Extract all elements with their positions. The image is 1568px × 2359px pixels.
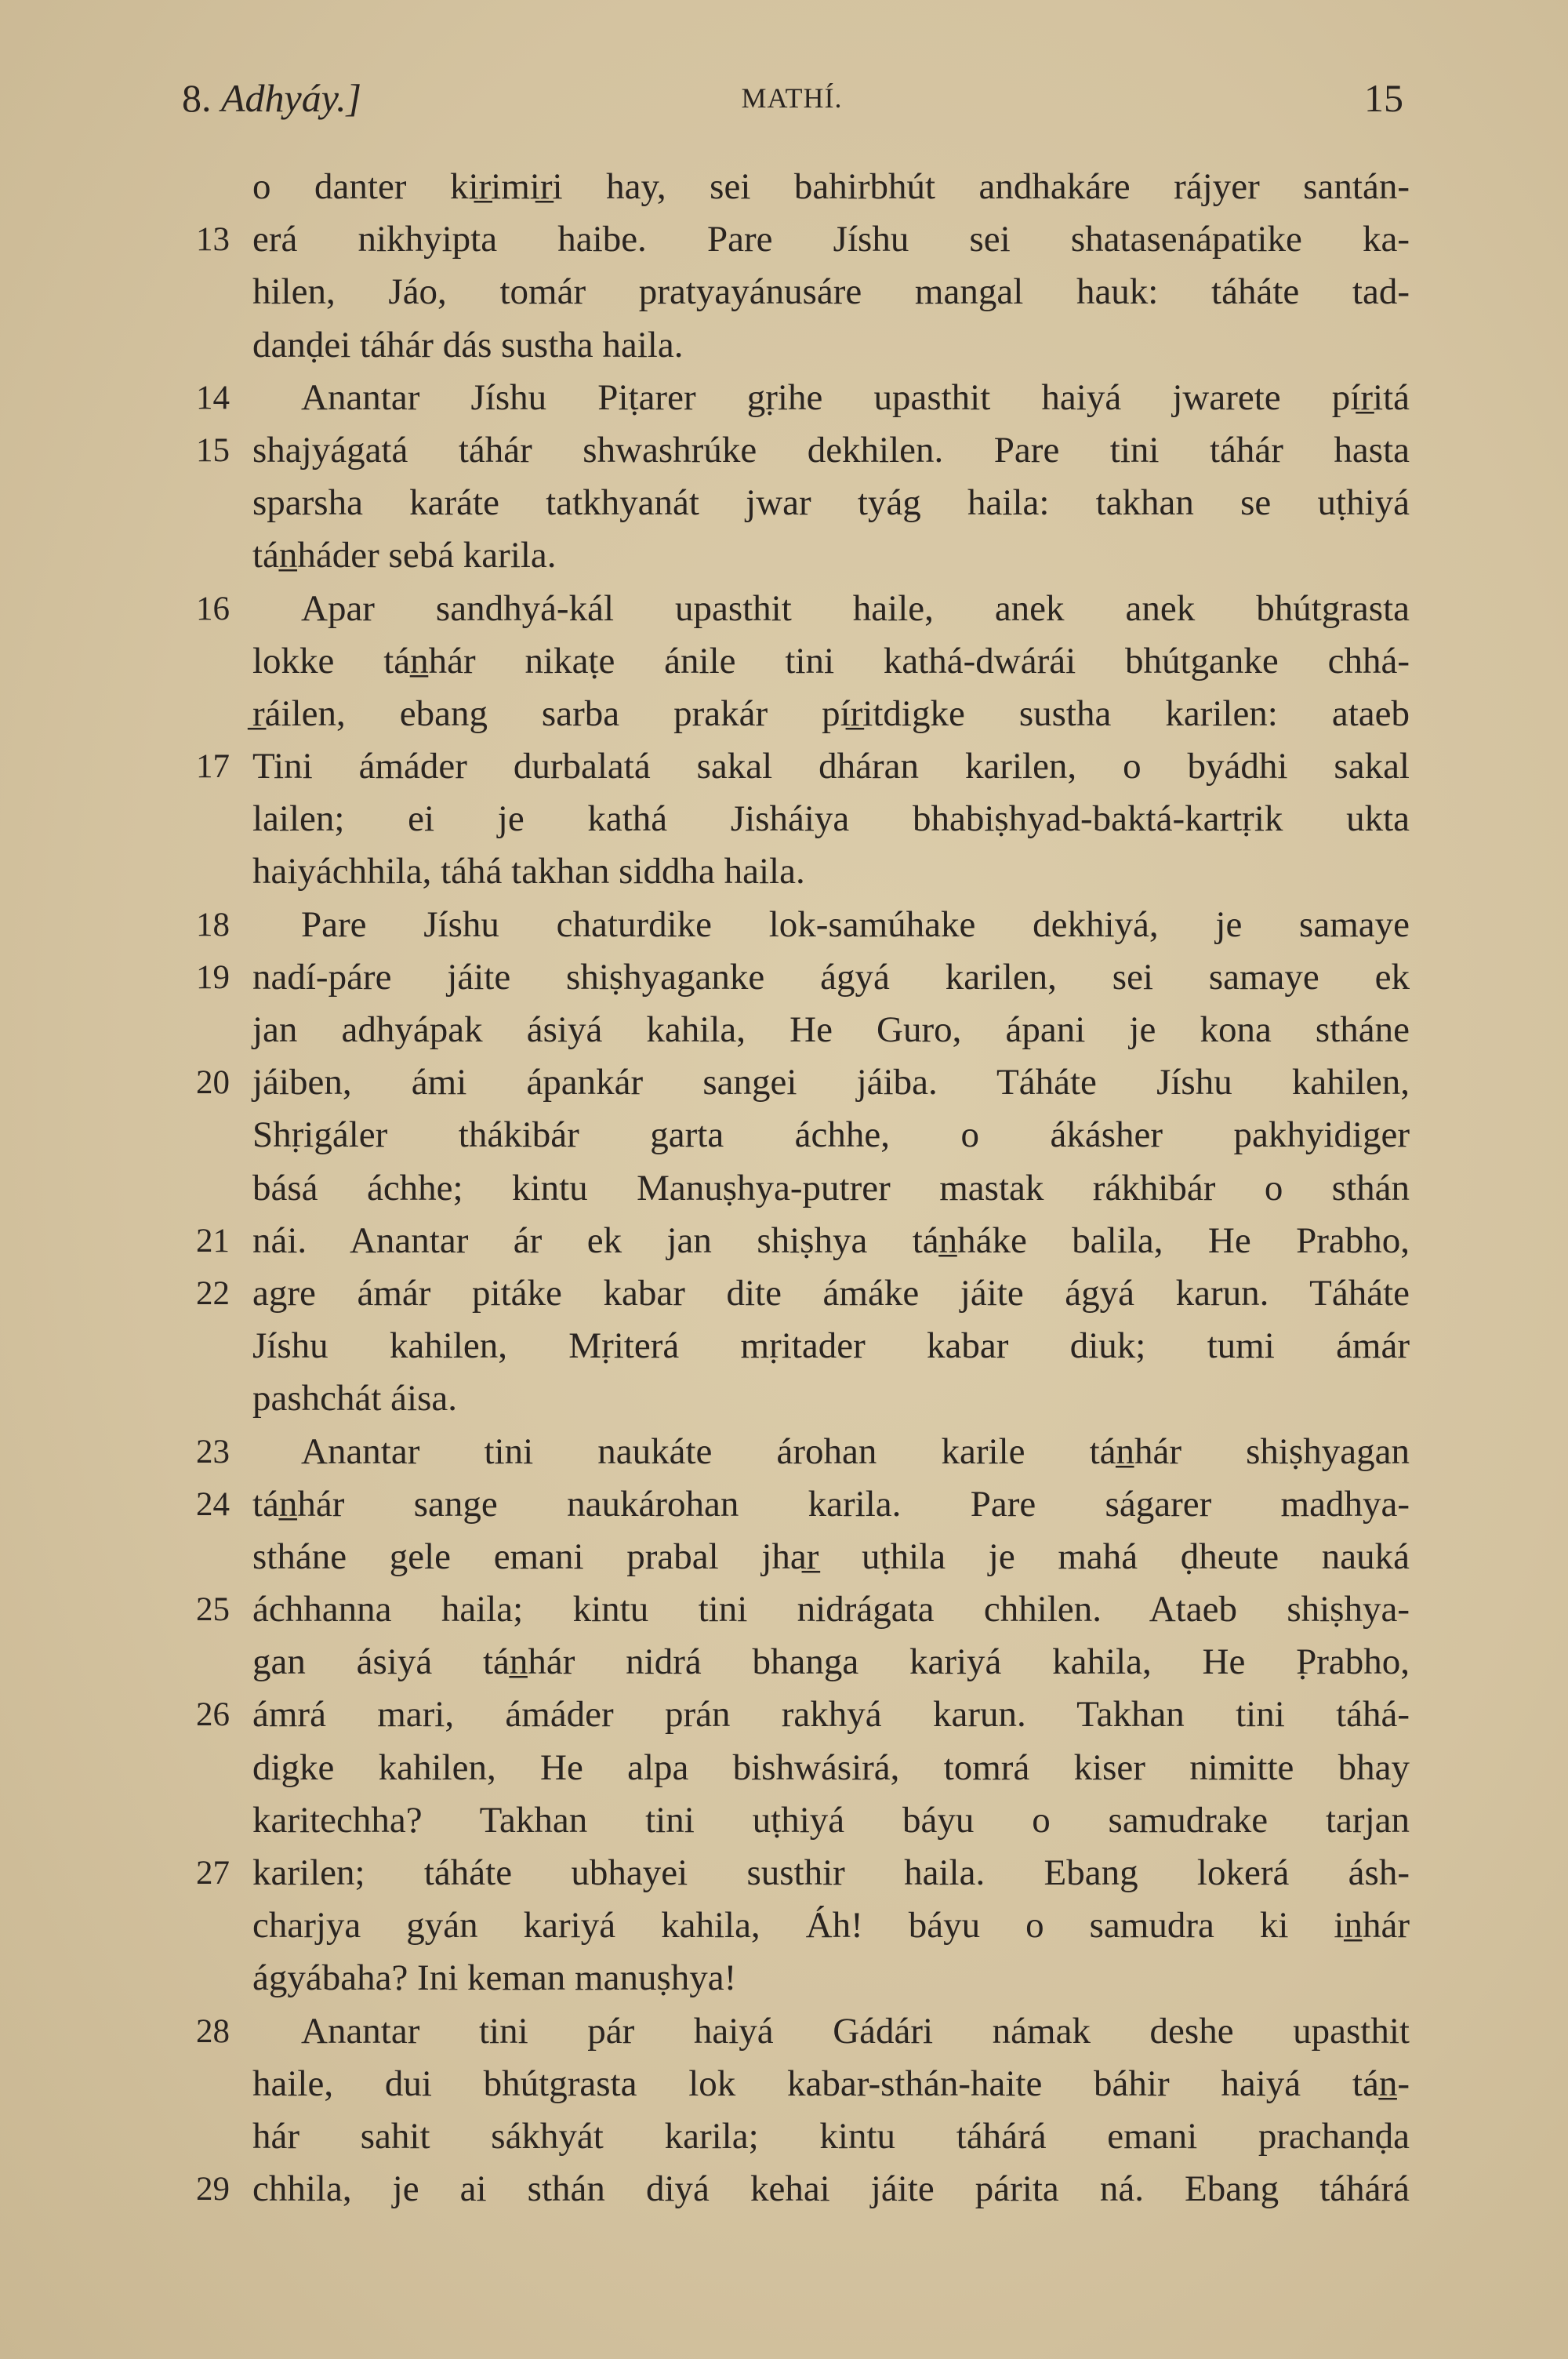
body-text: [196, 161, 1410, 2215]
line-text: charjya gyán kariyá kahila, Áh! báyu o samudra ki in̲hár: [252, 1905, 1410, 1946]
page-number: 15: [1364, 76, 1403, 120]
line-text: digke kahilen, He alpa bishwásirá, tomrá kiser nimitte bhay: [252, 1747, 1410, 1788]
verse-number: 16: [196, 590, 230, 627]
text-line: [196, 2110, 1410, 2163]
text-line: [196, 1426, 1410, 1478]
verse-number: 28: [196, 2012, 230, 2050]
line-text: lokke tán̲hár nikaṭe ánile tini kathá-dwárái bhútganke chhá-: [252, 640, 1410, 682]
text-line: [196, 793, 1410, 845]
line-text: pashchát áisa.: [252, 1378, 458, 1419]
line-text: nadí-páre jáite shiṣhyaganke ágyá karilen, sei samaye ek: [252, 956, 1410, 998]
text-line: [196, 1004, 1410, 1056]
text-line: [196, 1636, 1410, 1688]
verse-number: 17: [196, 748, 230, 786]
text-line: [196, 1109, 1410, 1161]
verse-number: 24: [196, 1485, 230, 1523]
line-text: danḍei táhár dás sustha haila.: [252, 324, 684, 365]
line-text: chhila, je ai sthán diyá kehai jáite párita ná. Ebang táhárá: [252, 2168, 1410, 2210]
line-text: ágyábaha? Ini keman manuṣhya!: [252, 1957, 737, 1999]
line-text: r̲áilen, ebang sarba prakár pír̲itdigke sustha karilen: ataeb: [252, 692, 1410, 734]
text-line: [196, 1688, 1410, 1741]
line-text: lailen; ei je kathá Jisháiya bhabiṣhyad-baktá-kartṛik ukta: [252, 798, 1410, 840]
line-text: Shṛigáler thákibár garta áchhe, o ákásher pakhyidiger: [252, 1114, 1410, 1156]
line-text: Anantar tini pár haiyá Gádári námak deshe upasthit: [301, 2010, 1410, 2052]
text-line: [196, 951, 1410, 1004]
line-text: tán̲hár sange naukárohan karila. Pare ságarer madhya-: [252, 1483, 1410, 1525]
text-line: [196, 583, 1410, 635]
text-line: [196, 899, 1410, 951]
text-line: [196, 1162, 1410, 1215]
text-line: [196, 1056, 1410, 1109]
line-text: Anantar Jíshu Piṭarer gṛihe upasthit haiyá jwarete pír̲itá: [301, 376, 1410, 418]
line-text: sparsha karáte tatkhyanát jwar tyág haila: takhan se uṭhiyá: [252, 482, 1410, 524]
line-text: Tini ámáder durbalatá sakal dháran karilen, o byádhi sakal: [252, 746, 1410, 787]
text-line: [196, 477, 1410, 529]
line-text: Jíshu kahilen, Mṛiterá mṛitader kabar diuk; tumi ámár: [252, 1325, 1410, 1367]
line-text: haiyáchhila, táhá takhan siddha haila.: [252, 851, 805, 892]
verse-number: 27: [196, 1855, 230, 1892]
verse-number: 13: [196, 221, 230, 259]
line-text: stháne gele emani prabal jhar̲ uṭhila je mahá ḍheute nauká: [252, 1536, 1410, 1577]
verse-number: 22: [196, 1274, 230, 1312]
text-line: [196, 2058, 1410, 2110]
text-line: [196, 2005, 1410, 2058]
verse-number: 29: [196, 2171, 230, 2208]
text-line: [196, 845, 1410, 898]
text-line: [196, 1899, 1410, 1952]
verse-number: 26: [196, 1696, 230, 1734]
verse-number: 14: [196, 379, 230, 416]
running-head-title: MATHÍ.: [741, 82, 843, 114]
text-line: [196, 1320, 1410, 1372]
line-text: Apar sandhyá-kál upasthit haile, anek anek bhútgrasta: [301, 587, 1410, 629]
line-text: shajyágatá táhár shwashrúke dekhilen. Pare tini táhár hasta: [252, 429, 1410, 471]
line-text: jáiben, ámi ápankár sangei jáiba. Táháte Jíshu kahilen,: [252, 1062, 1410, 1103]
verse-number: 18: [196, 906, 230, 943]
line-text: erá nikhyipta haibe. Pare Jíshu sei shatasenápatike ka-: [252, 219, 1410, 260]
text-line: [196, 424, 1410, 477]
text-line: [196, 1794, 1410, 1847]
line-text: Pare Jíshu chaturdike lok-samúhake dekhiyá, je samaye: [301, 903, 1410, 945]
verse-number: 21: [196, 1222, 230, 1259]
text-line: [196, 1478, 1410, 1531]
text-line: [196, 688, 1410, 740]
text-line: [196, 1583, 1410, 1636]
text-line: [196, 1372, 1410, 1425]
text-line: [196, 1952, 1410, 2005]
line-text: básá áchhe; kintu Manuṣhya-putrer mastak rákhibár o sthán: [252, 1167, 1410, 1209]
text-line: [196, 372, 1410, 424]
line-text: agre ámár pitáke kabar dite ámáke jáite ágyá karun. Táháte: [252, 1272, 1410, 1314]
line-text: hár sahit sákhyát karila; kintu táhárá emani prachanḍa: [252, 2115, 1410, 2157]
line-text: Anantar tini naukáte árohan karile tán̲hár shiṣhyagan: [301, 1430, 1410, 1472]
verse-number: 15: [196, 431, 230, 469]
text-line: [196, 161, 1410, 213]
text-line: [196, 1847, 1410, 1899]
text-line: [196, 213, 1410, 266]
text-line: [196, 1531, 1410, 1583]
text-line: [196, 1267, 1410, 1320]
verse-number: 23: [196, 1433, 230, 1470]
text-line: [196, 740, 1410, 793]
text-line: [196, 529, 1410, 582]
text-line: [196, 319, 1410, 372]
text-line: [196, 635, 1410, 688]
chapter-word: Adhyáy.]: [221, 76, 362, 120]
line-text: nái. Anantar ár ek jan shiṣhya tán̲háke balila, He Prabho,: [252, 1219, 1410, 1261]
verse-number: 25: [196, 1591, 230, 1629]
line-text: karitechha? Takhan tini uṭhiyá báyu o samudrake tarjan: [252, 1799, 1410, 1841]
text-line: [196, 266, 1410, 318]
line-text: haile, dui bhútgrasta lok kabar-sthán-haite báhir haiyá tán̲-: [252, 2063, 1410, 2104]
line-text: hilen, Jáo, tomár pratyayánusáre mangal hauk: táháte tad-: [252, 271, 1410, 313]
line-text: áchhanna haila; kintu tini nidrágata chhilen. Ataeb shiṣhya-: [252, 1589, 1410, 1630]
line-text: ámrá mari, ámáder prán rakhyá karun. Takhan tini táhá-: [252, 1694, 1410, 1736]
line-text: o danter kir̲imir̲i hay, sei bahirbhút andhakáre rájyer santán-: [252, 166, 1410, 207]
line-text: karilen; táháte ubhayei susthir haila. Ebang lokerá ásh-: [252, 1852, 1410, 1893]
text-line: [196, 1742, 1410, 1794]
line-text: gan ásiyá tán̲hár nidrá bhanga kariyá kahila, He P̣rabho,: [252, 1641, 1410, 1683]
verse-number: 20: [196, 1064, 230, 1102]
line-text: tán̲háder sebá karila.: [252, 535, 557, 576]
line-text: jan adhyápak ásiyá kahila, He Guro, ápani je kona stháne: [252, 1009, 1410, 1050]
text-line: [196, 2163, 1410, 2215]
chapter-number: 8.: [182, 76, 212, 120]
verse-number: 19: [196, 958, 230, 996]
text-line: [196, 1215, 1410, 1267]
